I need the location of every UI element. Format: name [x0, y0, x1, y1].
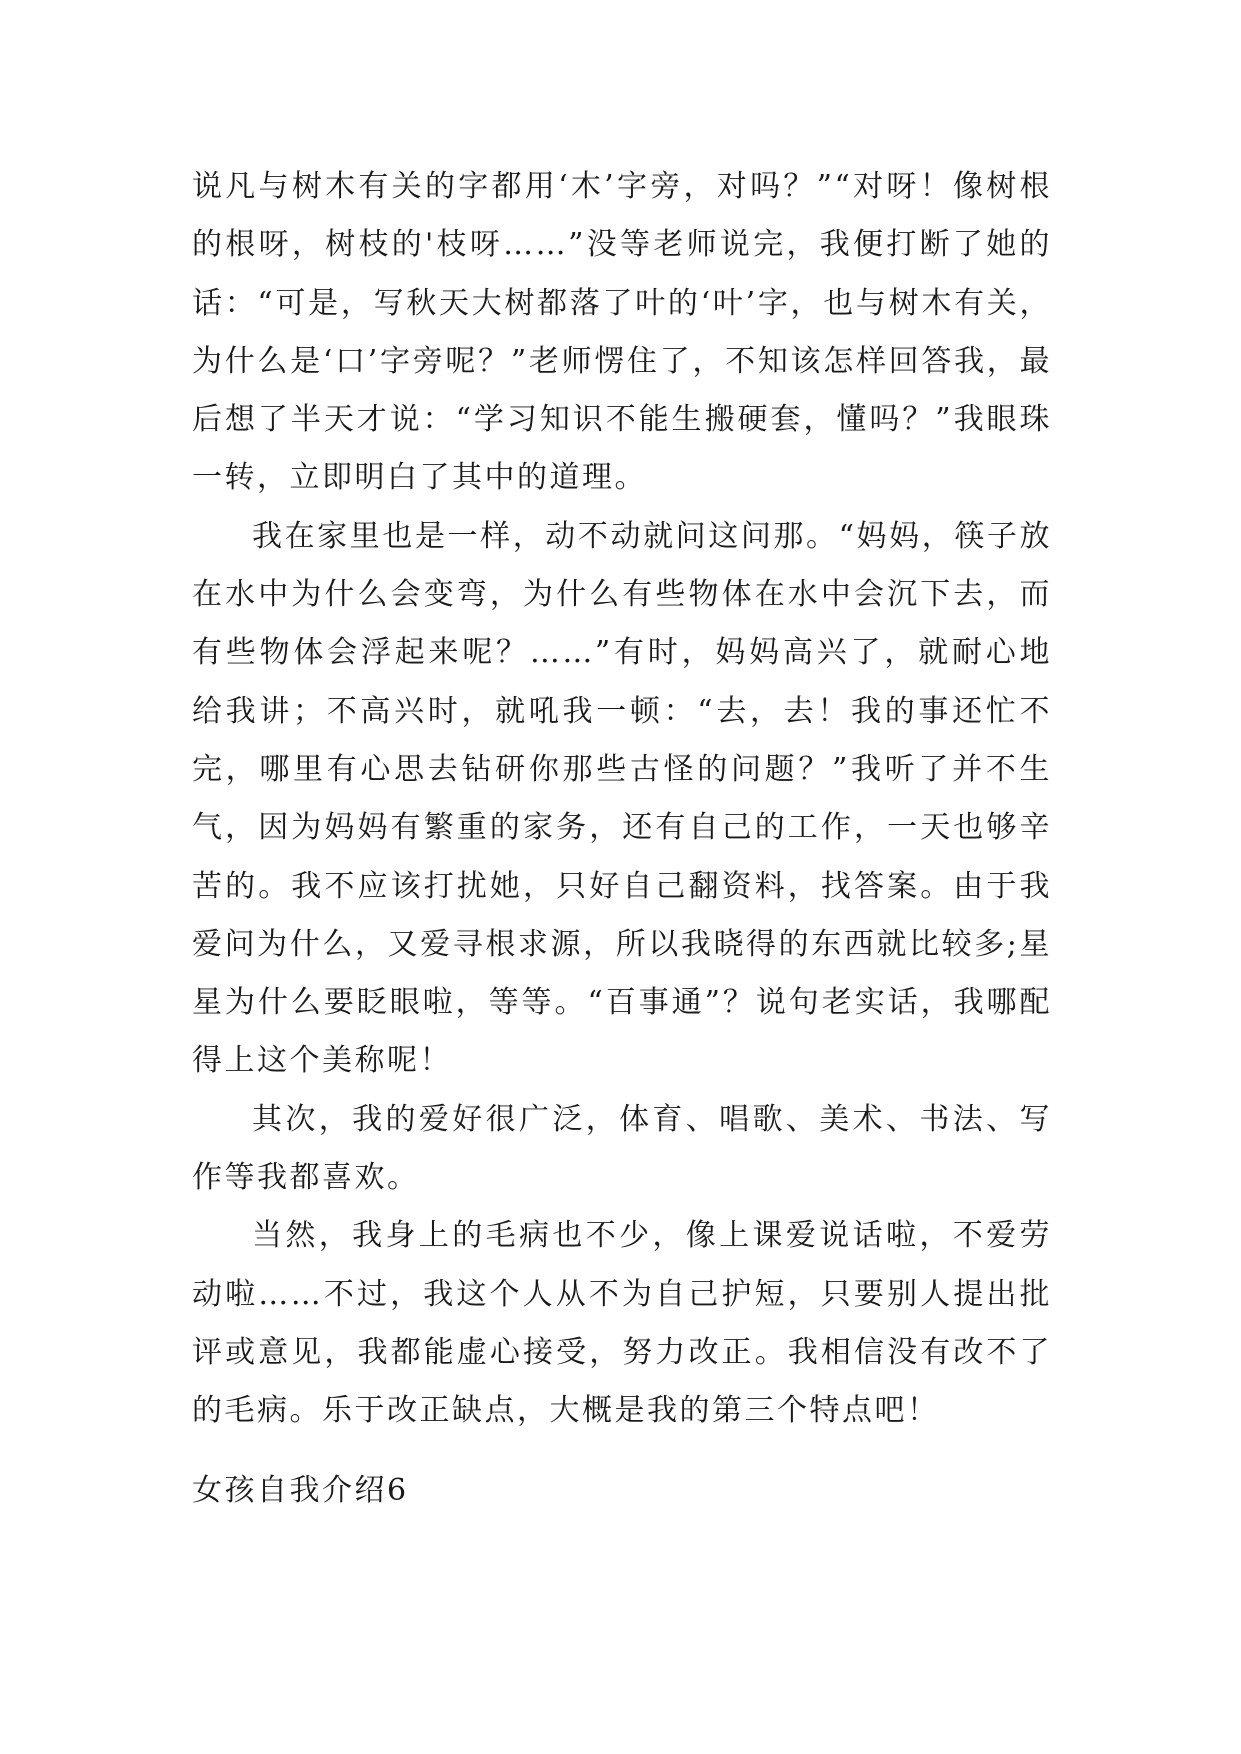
document-body: [192, 158, 1052, 1441]
paragraph-1: 说凡与树木有关的字都用‘木’字旁，对吗？”“对呀！像树根的根呀，树枝的'枝呀……”没等老师说完，我便打断了她的话：“可是，写秋天大树都落了叶的‘叶’字，也与树木有关，为什么是‘口’字旁呢？”老师愣住了，不知该怎样回答我，最后想了半天才说：“学习知识不能生搬硬套，懂吗？”我眼珠一转，立即明白了其中的道理。: [192, 169, 1052, 496]
paragraph-4: 当然，我身上的毛病也不少，像上课爱说话啦，不爱劳动啦……不过，我这个人从不为自己护短，只要别人提出批评或意见，我都能虚心接受，努力改正。我相信没有改不了的毛病。乐于改正缺点，大概是我的第三个特点吧！: [192, 1218, 1052, 1429]
paragraph-2: 我在家里也是一样，动不动就问这问那。“妈妈，筷子放在水中为什么会变弯，为什么有些物体在水中会沉下去，而有些物体会浮起来呢？……”有时，妈妈高兴了，就耐心地给我讲；不高兴时，就吼我一顿：“去，去！我的事还忙不完，哪里有心思去钻研你那些古怪的问题？”我听了并不生气，因为妈妈有繁重的家务，还有自己的工作，一天也够辛苦的。我不应该打扰她，只好自己翻资料，找答案。由于我爱问为什么，又爱寻根求源，所以我晓得的东西就比较多;星星为什么要眨眼啦，等等。“百事通”？说句老实话，我哪配得上这个美称呢！: [192, 518, 1052, 1079]
section-heading: 女孩自我介绍6: [192, 1473, 409, 1508]
paragraph-3: 其次，我的爱好很广泛，体育、唱歌、美术、书法、写作等我都喜欢。: [192, 1101, 1052, 1196]
